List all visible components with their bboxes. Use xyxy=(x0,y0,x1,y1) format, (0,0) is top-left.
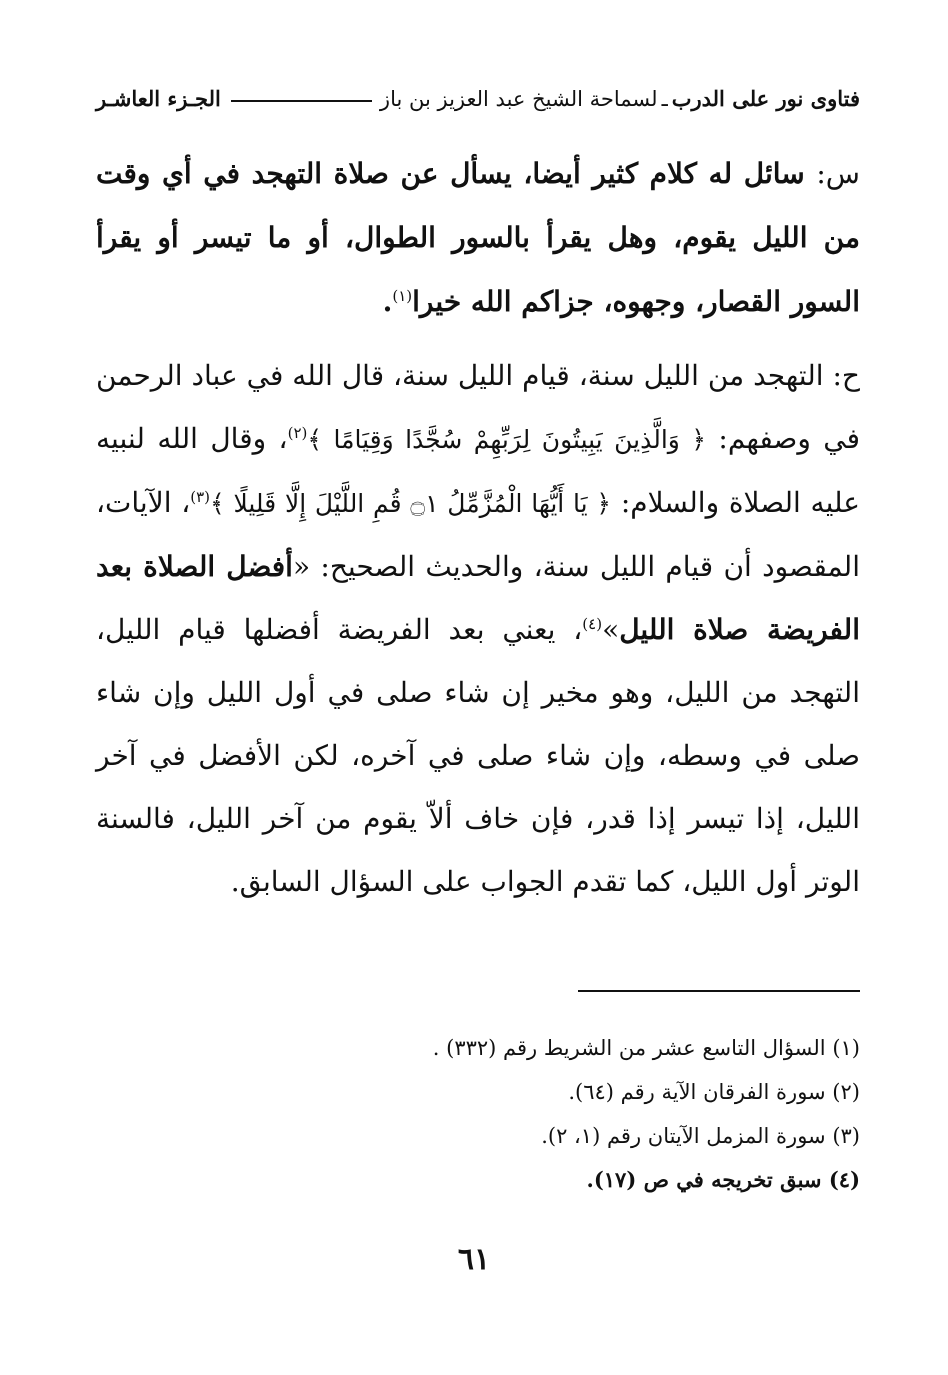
answer-text-2: ، وقال الله لنبيه عليه الصلاة والسلام: xyxy=(96,422,860,519)
question-label: س: xyxy=(816,157,860,190)
quran-verse-2: ﴿ يَا أَيُّهَا الْمُزَّمِّلُ ۝١ قُمِ اللَّيْلَ إِلَّا قَلِيلًا ﴾ xyxy=(210,489,612,518)
footnote-4: (٤) سبق تخريجه في ص (١٧). xyxy=(586,1167,860,1192)
book-title: فتاوى نور على الدرب xyxy=(671,86,860,111)
header-rule xyxy=(231,100,372,102)
answer-text-4: ، يعني بعد الفريضة أفضلها قيام الليل، التهجد من الليل، وهو مخير إن شاء صلى في أول الليل وإن شاء صلى في وسطه، وإن شاء صلى في آخره، لكن الأفضل في آخر الليل، إذا تيسر إذا قدر، فإن خاف ألاّ يقوم من آخر الليل، فالسنة الوتر أول الليل، كما تقدم الجواب على السؤال السابق. xyxy=(96,613,860,898)
page-number: ٦١ xyxy=(457,1242,491,1277)
footnote-ref-2: (٢) xyxy=(287,424,308,442)
question-paragraph xyxy=(96,142,860,334)
quran-verse-1: ﴿ وَالَّذِينَ يَبِيتُونَ لِرَبِّهِمْ سُجَّدًا وَقِيَامًا ﴾ xyxy=(307,425,706,454)
answer-label: ح: xyxy=(832,359,860,392)
answer-text-3: ، الآيات، المقصود أن قيام الليل سنة، والحديث الصحيح: « xyxy=(96,486,860,583)
footnote-2: (٢) سورة الفرقان الآية رقم (٦٤). xyxy=(568,1080,860,1104)
answer-text-1: التهجد من الليل سنة، قيام الليل سنة، قال الله في عباد الرحمن في وصفهم: xyxy=(96,359,861,455)
footnotes xyxy=(96,1026,860,1202)
footnote-ref-3: (٣) xyxy=(190,488,211,506)
author-line: لسماحة الشيخ عبد العزيز بن باز xyxy=(379,87,658,111)
footnote-1: (١) السؤال التاسع عشر من الشريط رقم (٣٣٢) . xyxy=(432,1036,860,1060)
running-header xyxy=(96,84,860,114)
hadith-close: » xyxy=(602,613,620,646)
footnote-ref-1: (١) xyxy=(392,287,413,305)
hadith-text: أفضل الصلاة بعد الفريضة صلاة الليل xyxy=(96,550,860,646)
volume-label: الجـزء العاشـر xyxy=(96,86,221,111)
header-separator: ـ xyxy=(661,87,668,111)
answer-paragraph xyxy=(96,344,860,913)
question-end: . xyxy=(382,285,393,318)
footnote-ref-4: (٤) xyxy=(582,615,603,633)
footnote-rule xyxy=(578,990,860,992)
question-text: سائل له كلام كثير أيضا، يسأل عن صلاة التهجد في أي وقت من الليل يقوم، وهل يقرأ بالسور الطوال، أو ما تيسر أو يقرأ السور القصار، وجهوه، جزاكم الله خيرا xyxy=(96,157,860,318)
footnote-3: (٣) سورة المزمل الآيتان رقم (١، ٢). xyxy=(541,1124,860,1148)
